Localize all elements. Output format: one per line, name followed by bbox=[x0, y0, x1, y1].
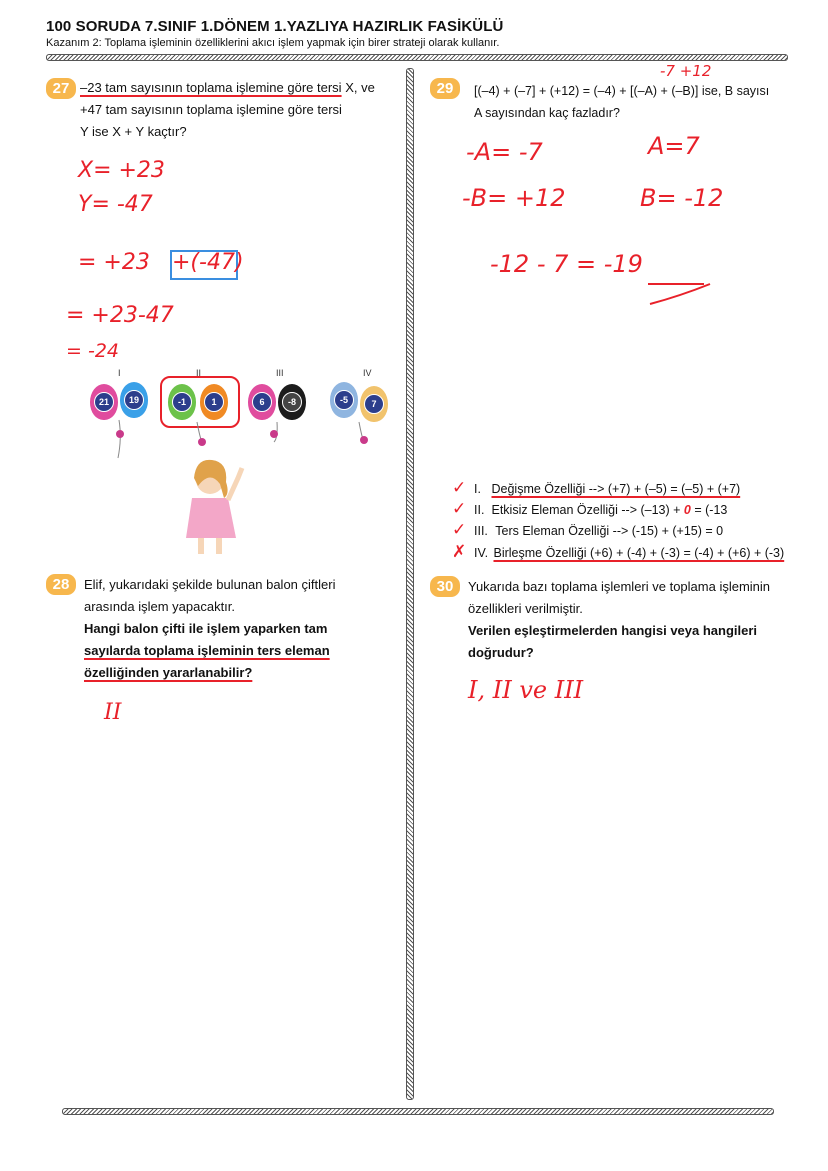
balloon: 19 bbox=[120, 382, 148, 418]
property-line-4: IV. Birleşme Özelliği (+6) + (-4) + (-3) = (-4) + (+6) + (-3) bbox=[474, 546, 785, 560]
q30-answer: I, II ve III bbox=[468, 676, 584, 704]
top-divider bbox=[46, 54, 788, 61]
q27-hand-x: X= +23 bbox=[78, 158, 165, 183]
balloons-illustration bbox=[80, 368, 400, 558]
q27-hand-neg: +(-47) bbox=[172, 250, 244, 275]
q27-line3: Y ise X + Y kaçtır? bbox=[80, 124, 187, 139]
balloon-group-label: III bbox=[276, 368, 284, 378]
property-line-2: II. Etkisiz Eleman Özelliği --> (–13) + 0 = (-13 bbox=[474, 503, 728, 517]
q27-text bbox=[80, 77, 400, 143]
question-number-27: 27 bbox=[46, 78, 76, 99]
balloon-group-label: I bbox=[118, 368, 121, 378]
q29-hand-a2: A=7 bbox=[648, 132, 700, 160]
q30-line2: özellikleri verilmiştir. bbox=[468, 601, 583, 616]
page-title: 100 SORUDA 7.SINIF 1.DÖNEM 1.YAZLIYA HAZIRLIK FASİKÜLÜ bbox=[46, 18, 504, 35]
q29-line2: A sayısından kaç fazladır? bbox=[474, 106, 620, 120]
balloon-group-label: IV bbox=[363, 368, 372, 378]
balloon: 7 bbox=[360, 386, 388, 422]
property-text: Birleşme Özelliği (+6) + (-4) + (-3) = (-4) + (+6) + (-3) bbox=[493, 546, 785, 560]
q29-text bbox=[474, 80, 804, 124]
q29-annot-top: -7 +12 bbox=[660, 62, 712, 80]
property-line-1: I. Değişme Özelliği --> (+7) + (–5) = (–5) + (+7) bbox=[474, 482, 741, 496]
q27-hand-step: = +23-47 bbox=[66, 303, 174, 328]
q30-text bbox=[468, 576, 808, 664]
q29-hand-a1: -A= -7 bbox=[466, 138, 543, 166]
q28-bold1: Hangi balon çifti ile işlem yaparken tam bbox=[84, 621, 328, 636]
q29-underline-stroke bbox=[640, 270, 720, 310]
q27-line2: +47 tam sayısının toplama işlemine göre tersi bbox=[80, 102, 342, 117]
balloon: -1 bbox=[168, 384, 196, 420]
q28-text bbox=[84, 574, 404, 684]
balloon: 21 bbox=[90, 384, 118, 420]
q28-answer: II bbox=[104, 700, 122, 725]
question-number-29: 29 bbox=[430, 78, 460, 99]
property-line-3: III. Ters Eleman Özelliği --> (-15) + (+15) = 0 bbox=[474, 524, 724, 538]
q29-hand-result: -12 - 7 = -19 bbox=[490, 250, 643, 278]
check-mark: ✓ bbox=[452, 520, 467, 540]
q28-line2: arasında işlem yapacaktır. bbox=[84, 599, 236, 614]
bottom-divider bbox=[62, 1108, 774, 1115]
balloon: 1 bbox=[200, 384, 228, 420]
page-subtitle: Kazanım 2: Toplama işleminin özelliklerini akıcı işlem yapmak için birer strateji olarak kullanır. bbox=[46, 37, 500, 49]
q28-bold2: sayılarda toplama işleminin ters eleman bbox=[84, 643, 330, 658]
q27-underlined: –23 tam sayısının toplama işlemine göre tersi bbox=[80, 80, 342, 95]
q27-hand-sum: = +23 bbox=[78, 250, 150, 275]
balloon: -8 bbox=[278, 384, 306, 420]
q27-line1-rest: X, ve bbox=[345, 80, 375, 95]
question-number-30: 30 bbox=[430, 576, 460, 597]
q30-bold2: doğrudur? bbox=[468, 645, 534, 660]
property-text: Ters Eleman Özelliği --> (-15) + (+15) = 0 bbox=[495, 524, 724, 538]
q29-expression: [(–4) + (–7] + (+12) = (–4) + [(–A) + (–B)] ise, B sayısı bbox=[474, 84, 770, 98]
q28-bold3: özelliğinden yararlanabilir? bbox=[84, 665, 253, 680]
column-divider bbox=[406, 68, 414, 1100]
q27-hand-result: = -24 bbox=[66, 340, 119, 362]
check-mark: ✓ bbox=[452, 478, 467, 498]
balloon-group-label: II bbox=[196, 368, 202, 378]
balloon-strings bbox=[80, 368, 400, 558]
property-text: Değişme Özelliği --> (+7) + (–5) = (–5) + (+7) bbox=[491, 482, 741, 496]
check-mark: ✓ bbox=[452, 499, 467, 519]
q30-bold1: Verilen eşleştirmelerden hangisi veya hangileri bbox=[468, 623, 758, 638]
q29-hand-b2: B= -12 bbox=[640, 184, 724, 212]
q28-line1: Elif, yukarıdaki şekilde bulunan balon çiftleri bbox=[84, 577, 336, 592]
q27-hand-y: Y= -47 bbox=[78, 192, 153, 217]
property-tail: = (-13 bbox=[694, 503, 728, 517]
q30-line1: Yukarıda bazı toplama işlemleri ve toplama işleminin bbox=[468, 579, 771, 594]
handwritten-zero: 0 bbox=[683, 503, 691, 517]
balloon: 6 bbox=[248, 384, 276, 420]
question-number-28: 28 bbox=[46, 574, 76, 595]
q29-hand-b1: -B= +12 bbox=[462, 184, 566, 212]
property-text: Etkisiz Eleman Özelliği --> (–13) + bbox=[491, 503, 681, 517]
cross-mark: ✗ bbox=[452, 542, 467, 562]
balloon: -5 bbox=[330, 382, 358, 418]
